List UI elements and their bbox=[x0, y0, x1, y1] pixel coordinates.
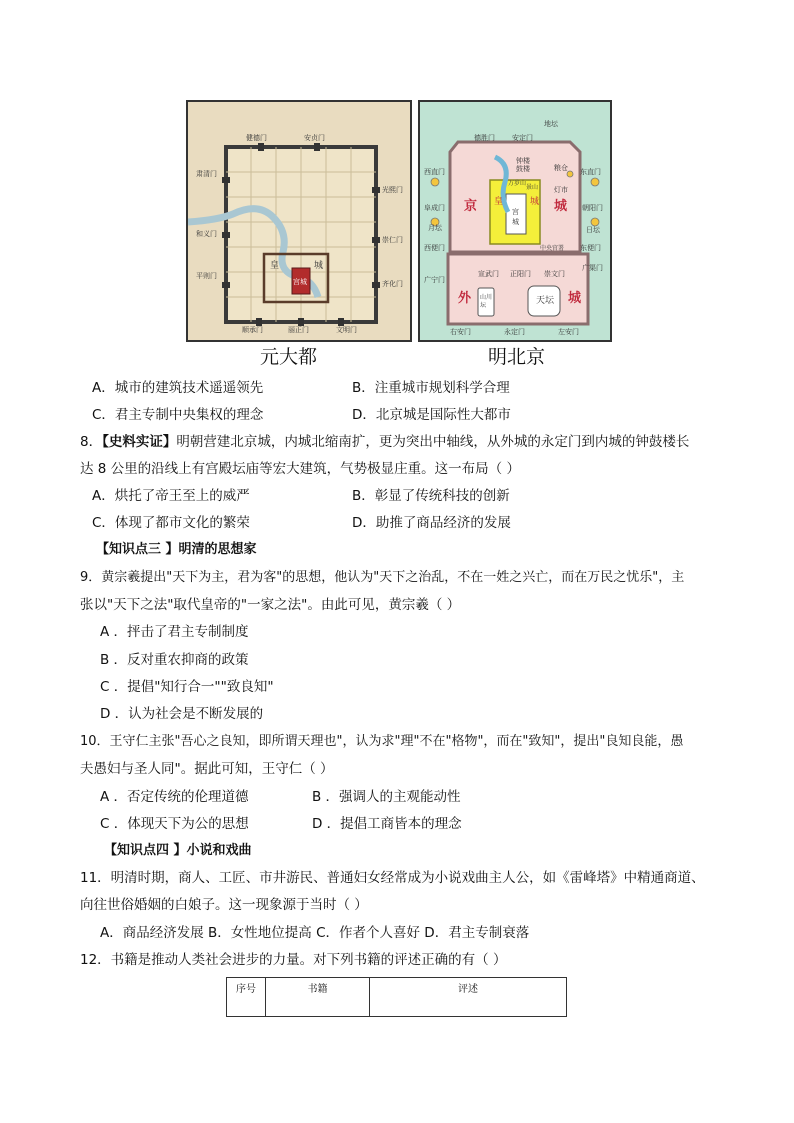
ming-west-5: 广宁门 bbox=[424, 276, 445, 284]
ming-top-3: 地坛 bbox=[544, 120, 558, 128]
table-header-row bbox=[227, 978, 567, 1017]
yuan-gate-west-1: 肃清门 bbox=[196, 170, 217, 178]
yuan-gate-west-2: 和义门 bbox=[196, 230, 217, 238]
ming-mid-3: 崇文门 bbox=[544, 270, 565, 278]
ming-east-4: 东便门 bbox=[580, 244, 601, 252]
ming-east-2: 朝阳门 bbox=[582, 204, 603, 212]
yuan-gate-north-2: 安贞门 bbox=[304, 134, 325, 142]
ming-marker-4: 万岁山 bbox=[508, 180, 527, 187]
q9-option-c: C ．提倡"知行合一""致良知" bbox=[100, 679, 274, 695]
yuan-palace-label-2: 城 bbox=[314, 261, 324, 271]
q12-line-1: 12．书籍是推动人类社会进步的力量。对下列书籍的评述正确的有（ ） bbox=[80, 952, 507, 968]
yuan-gate-east-2: 崇仁门 bbox=[382, 236, 403, 244]
q9-option-d: D ．认为社会是不断发展的 bbox=[100, 706, 264, 722]
ming-east-1: 东直门 bbox=[580, 168, 601, 176]
ming-inner-5: 宫 bbox=[512, 208, 519, 216]
ming-beijing-caption: 明北京 bbox=[488, 346, 546, 368]
ming-small-1: 粮仓 bbox=[554, 164, 568, 172]
ming-marker-2: 鼓楼 bbox=[516, 165, 530, 173]
q7-option-c: C．君主专制中央集权的理念 bbox=[92, 407, 264, 423]
q9-line-1: 9．黄宗羲提出"天下为主，君为客"的思想，他认为"天下之治乱，不在一姓之兴亡，而在万民之忧乐"，主 bbox=[80, 570, 685, 585]
q8-line-2: 达 8 公里的沿线上有宫殿坛庙等宏大建筑，气势极显庄重。这一布局（ ） bbox=[80, 461, 520, 477]
yuan-gate-south-3: 文明门 bbox=[336, 326, 357, 334]
ming-bottom-1: 右安门 bbox=[450, 328, 471, 336]
yuan-dadu-drawing bbox=[188, 102, 410, 340]
ming-marker-1: 钟楼 bbox=[516, 157, 530, 165]
q8-number: 8． bbox=[80, 434, 103, 450]
ming-small-2: 灯市 bbox=[554, 186, 568, 194]
q8-option-a: A．烘托了帝王至上的威严 bbox=[92, 488, 250, 504]
q8-option-b: B．彰显了传统科技的创新 bbox=[352, 488, 510, 504]
ming-east-5: 广渠门 bbox=[582, 264, 603, 272]
ming-top-2: 安定门 bbox=[512, 134, 533, 142]
q10-line-1: 10．王守仁主张"吾心之良知，即所谓天理也"，认为求"理"不在"格物"，而在"致知"，提出"良知良能，愚 bbox=[80, 734, 684, 749]
yuan-dadu-caption: 元大都 bbox=[260, 346, 318, 368]
ming-marker-3: 景山 bbox=[526, 184, 539, 191]
q7-option-a: A．城市的建筑技术遥遥领先 bbox=[92, 380, 264, 396]
q9-option-a: A ．抨击了君主专制制度 bbox=[100, 624, 249, 640]
q8-text-1: 明朝营建北京城，内城北缩南扩，更为突出中轴线，从外城的永定门到内城的钟鼓楼长 bbox=[176, 434, 690, 450]
q7-option-d: D．北京城是国际性大都市 bbox=[352, 407, 511, 423]
table-header-book: 书籍 bbox=[266, 978, 370, 1017]
ming-outer-1: 外 bbox=[458, 291, 472, 306]
yuan-gate-east-1: 光熙门 bbox=[382, 186, 403, 194]
q8-line-1 bbox=[80, 432, 689, 452]
ming-west-1: 西直门 bbox=[424, 168, 445, 176]
q8-option-c: C．体现了都市文化的繁荣 bbox=[92, 515, 250, 531]
ming-west-4: 西便门 bbox=[424, 244, 445, 252]
ming-bottom-2: 永定门 bbox=[504, 328, 525, 336]
q7-option-b: B．注重城市规划科学合理 bbox=[352, 380, 510, 396]
table-header-comment: 评述 bbox=[370, 978, 567, 1017]
ming-outer-2: 城 bbox=[568, 291, 582, 306]
q11-options: A．商品经济发展 B．女性地位提高 C．作者个人喜好 D．君主专制衰落 bbox=[100, 925, 530, 941]
ming-inner-4: 城 bbox=[530, 197, 540, 207]
yuan-palace-label-1: 皇 bbox=[270, 261, 280, 271]
q10-line-2: 夫愚妇与圣人同"。据此可知，王守仁（ ） bbox=[80, 761, 334, 777]
ming-east-3: 日坛 bbox=[586, 226, 600, 234]
q9-line-2: 张以"天下之法"取代皇帝的"一家之法"。由此可见，黄宗羲（ ） bbox=[80, 597, 461, 613]
knowledge-point-4-heading: 【知识点四 】小说和戏曲 bbox=[104, 843, 252, 858]
yuan-gate-south-1: 顺承门 bbox=[242, 326, 263, 334]
q9-option-b: B ．反对重农抑商的政策 bbox=[100, 652, 249, 668]
ming-mid-2: 正阳门 bbox=[510, 270, 531, 278]
ming-outer-4: 天坛 bbox=[536, 296, 555, 306]
ming-west-2: 阜成门 bbox=[424, 204, 445, 212]
ming-beijing-map bbox=[418, 100, 612, 342]
yuan-gate-north-1: 健德门 bbox=[246, 134, 267, 142]
table-header-number: 序号 bbox=[227, 978, 266, 1017]
ming-west-3: 月坛 bbox=[428, 224, 442, 232]
knowledge-point-3-heading: 【知识点三 】明清的思想家 bbox=[96, 542, 257, 557]
q8-tag: 【史料实证】 bbox=[102, 434, 177, 450]
q11-line-1: 11．明清时期，商人、工匠、市井游民、普通妇女经常成为小说戏曲主人公，如《雷峰塔》中精通商道、 bbox=[80, 870, 705, 886]
q10-option-d: D ．提倡工商皆本的理念 bbox=[312, 816, 462, 832]
ming-inner-6: 城 bbox=[512, 218, 519, 226]
ming-bottom-3: 左安门 bbox=[558, 328, 579, 336]
yuan-dadu-map bbox=[186, 100, 412, 342]
q10-option-c: C ．体现天下为公的思想 bbox=[100, 816, 249, 832]
yuan-gate-west-3: 平则门 bbox=[196, 272, 217, 280]
ming-outer-3: 山川坛 bbox=[480, 294, 493, 309]
q10-option-b: B ．强调人的主观能动性 bbox=[312, 789, 461, 805]
yuan-palace-label-3: 宫城 bbox=[293, 278, 307, 286]
q10-option-a: A ．否定传统的伦理道德 bbox=[100, 789, 249, 805]
yuan-gate-east-3: 齐化门 bbox=[382, 280, 403, 288]
q11-line-2: 向往世俗婚姻的白娘子。这一现象源于当时（ ） bbox=[80, 897, 368, 913]
q8-option-d: D．助推了商品经济的发展 bbox=[352, 515, 511, 531]
ming-small-3: 中央官署 bbox=[540, 245, 565, 252]
ming-top-1: 德胜门 bbox=[474, 134, 495, 142]
ming-inner-2: 城 bbox=[554, 199, 568, 214]
ming-inner-1: 京 bbox=[464, 199, 478, 214]
books-table bbox=[226, 977, 567, 1017]
ming-mid-1: 宣武门 bbox=[478, 270, 499, 278]
ming-inner-3: 皇 bbox=[494, 197, 504, 207]
yuan-gate-south-2: 丽正门 bbox=[288, 326, 309, 334]
